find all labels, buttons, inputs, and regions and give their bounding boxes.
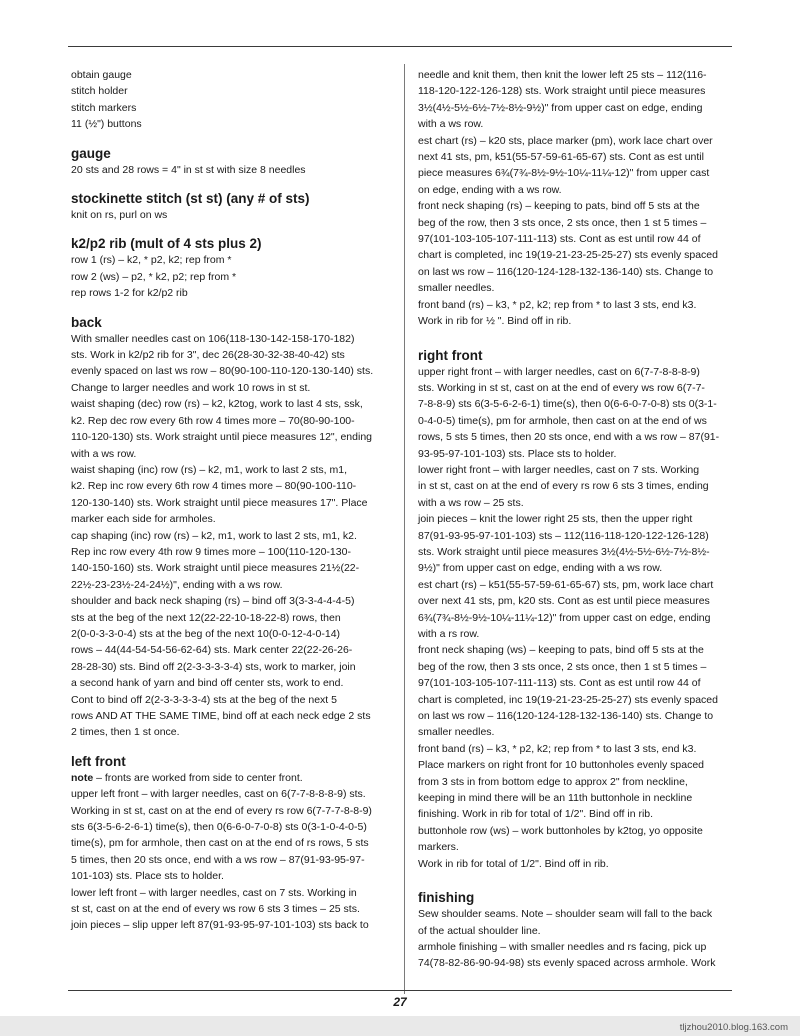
text-line: est chart (rs) – k51(55-57-59-61-65-67) sts, pm, work lace chart [418,578,714,591]
text-line: markers. [418,841,459,854]
text-line: with a ws row. [418,118,484,131]
column-divider [404,64,405,994]
text-line: a second hank of yarn and bind off center sts, work to end. [71,677,344,690]
text-line: 97(101-103-105-107-111-113) sts. Cont as est until row 44 of [418,233,701,246]
text-line: evenly spaced on last ws row – 80(90-100-110-120-130-140) sts. [71,365,374,378]
text-line: 110-120-130) sts. Work straight until piece measures 12", ending [71,431,372,444]
text-line: est chart (rs) – k20 sts, place marker (pm), work lace chart over [418,134,713,147]
text-line: Cont to bind off 2(2-3-3-3-3-4) sts at the beg of the next 5 [71,693,337,706]
text-line: sts. Work straight until piece measures 3½(4½-5½-6½-7½-8½- [418,545,710,558]
text-line: with a ws row. [71,447,137,460]
text-line: 2(0-0-3-3-0-4) sts at the beg of the next 10(0-0-12-4-0-14) [71,627,341,640]
text-line: of the actual shoulder line. [418,924,541,937]
watermark: tljzhou2010.blog.163.com [679,1022,788,1033]
text-line: 118-120-122-126-128) sts. Work straight until piece measures [418,85,706,98]
text-line: keeping in mind there will be an 11th buttonhole in neckline [418,792,693,805]
stockinette-text [71,207,391,223]
text-line: row 2 (ws) – p2, * k2, p2; rep from * [71,270,237,283]
text-line: shoulder and back neck shaping (rs) – bind off 3(3-3-4-4-4-5) [71,595,355,608]
section-heading-stockinette: stockinette stitch (st st) (any # of sts) [71,191,310,207]
text-line: armhole finishing – with smaller needles and rs facing, pick up [418,940,707,953]
text-line: front neck shaping (ws) – keeping to pats, bind off 5 sts at the [418,644,704,657]
text-line: Working in st st, cast on at the end of every rs row 6(7-7-7-8-8-9) [71,804,372,817]
right-front-text [418,364,740,873]
text-line: 97(101-103-105-107-111-113) sts. Cont as est until row 44 of [418,677,701,690]
text-line: upper left front – with larger needles, cast on 6(7-7-8-8-8-9) sts. [71,788,366,801]
text-line: stitch holder [71,85,128,98]
text-line: 22½-23-23½-24-24½)", ending with a ws row. [71,578,283,591]
text-line: lower right front – with larger needles, cast on 7 sts. Working [418,463,700,476]
text-line: on last ws row – 116(120-124-128-132-136-140) sts. Change to [418,265,714,278]
section-heading-finishing: finishing [418,890,475,906]
text-line: beg of the row, then 3 sts once, 2 sts once, then 1 st 5 times – [418,216,707,229]
text-line: front band (rs) – k3, * p2, k2; rep from * to last 3 sts, end k3. [418,742,697,755]
text-line: beg of the row, then 3 sts once, 2 sts once, then 1 st 5 times – [418,660,707,673]
text-line: sts 6(3-5-6-2-6-1) time(s), then 0(6-6-0-7-0-8) sts 0(3-1-0-4-0-5) [71,821,367,834]
text-line: k2. Rep dec row every 6th row 4 times more – 70(80-90-100- [71,414,355,427]
left-column [71,67,391,934]
text-line: in st st, cast on at the end of every rs row 6 sts 3 times, ending [418,480,709,493]
gauge-text [71,162,391,178]
text-line: k2. Rep inc row every 6th row 4 times more – 80(90-100-110- [71,480,357,493]
text-line: stitch markers [71,101,137,114]
text-line: With smaller needles cast on 106(118-130-142-158-170-182) [71,332,355,345]
text-line: needle and knit them, then knit the lower left 25 sts – 112(116- [418,69,707,81]
text-line: with a ws row – 25 sts. [418,496,524,509]
text-line: Work in rib for total of 1/2". Bind off in rib. [418,857,609,870]
text-line: 7-8-8-9) sts 6(3-5-6-2-6-1) time(s), then 0(6-6-0-7-0-8) sts 0(3-1- [418,398,717,411]
text-line: front band (rs) – k3, * p2, k2; rep from * to last 3 sts, end k3. [418,298,697,311]
text-line: 120-130-140) sts. Work straight until piece measures 17". Place [71,496,368,509]
text-line: 0-4-0-5) time(s), pm for armhole, then cast on at the end of ws [418,414,707,427]
right-column [418,67,740,972]
text-line: marker each side for armholes. [71,513,216,526]
text-line: rep rows 1-2 for k2/p2 rib [71,287,188,300]
section-heading-rib: k2/p2 rib (mult of 4 sts plus 2) [71,236,262,252]
text-line: 93-95-97-101-103) sts. Place sts to holder. [418,447,617,460]
materials-list [71,67,391,133]
text-line: with a rs row. [418,628,480,640]
text-line: 20 sts and 28 rows = 4" in st st with size 8 needles [71,163,306,176]
text-line: front neck shaping (rs) – keeping to pats, bind off 5 sts at the [418,200,700,213]
text-line: sts. Working in st st, cast on at the end of every ws row 6(7-7- [418,381,705,394]
text-line: cap shaping (inc) row (rs) – k2, m1, work to last 2 sts, m1, k2. [71,529,357,542]
section-heading-back: back [71,314,102,330]
left-front-note [71,770,391,786]
text-line: row 1 (rs) – k2, * p2, k2; rep from * [71,254,232,267]
text-line: Sew shoulder seams. Note – shoulder seam will fall to the back [418,908,713,921]
text-line: 5 times, then 20 sts once, end with a ws row – 87(91-93-95-97- [71,853,365,866]
text-line: obtain gauge [71,69,132,81]
text-line: Change to larger needles and work 10 rows in st st. [71,381,311,394]
bottom-rule [68,990,732,991]
finishing-text [418,906,740,972]
text-line: join pieces – slip upper left 87(91-93-95-97-101-103) sts back to [71,919,369,932]
text-line: finishing. Work in rib for total of 1/2". Bind off in rib. [418,808,654,821]
text-line: 2 times, then 1 st once. [71,726,180,739]
text-line: on edge, ending with a ws row. [418,183,562,196]
text-line: on last ws row – 116(120-124-128-132-136-140) sts. Change to [418,710,714,723]
text-line: waist shaping (inc) row (rs) – k2, m1, work to last 2 sts, m1, [71,463,347,476]
text-line: sts at the beg of the next 12(22-22-10-18-22-8) rows, then [71,611,341,624]
text-line: time(s), pm for armhole, then cast on at the end of rs rows, 5 sts [71,837,369,850]
rib-text [71,252,391,301]
text-line: 101-103) sts. Place sts to holder. [71,870,224,883]
text-line: over next 41 sts, pm, k20 sts. Cont as est until piece measures [418,595,710,608]
page-number: 27 [393,995,407,1009]
text-line: 6¾(7¾-8½-9½-10¼-11¼-12)" from upper cast on edge, ending [418,611,711,624]
text-line: st st, cast on at the end of every ws row 6 sts 3 times – 25 sts. [71,903,360,916]
top-rule [68,46,732,47]
text-line: Place markers on right front for 10 buttonholes evenly spaced [418,759,704,772]
text-line: piece measures 6¾(7¾-8½-9½-10¼-11¼-12)" from upper cast [418,167,710,180]
text-line: buttonhole row (ws) – work buttonholes by k2tog, yo opposite [418,824,703,837]
text-line: from 3 sts in from bottom edge to approx 2" from neckline, [418,775,688,788]
left-front-continued-text [418,67,740,330]
text-line: Work in rib for ½ ". Bind off in rib. [418,315,572,328]
text-line: smaller needles. [418,282,495,295]
section-heading-gauge: gauge [71,145,111,161]
text-line: 87(91-93-95-97-101-103) sts – 112(116-118-120-122-126-128) [418,529,709,542]
text-line: chart is completed, inc 19(19-21-23-25-25-27) sts evenly spaced [418,693,718,706]
text-line: upper right front – with larger needles, cast on 6(7-7-8-8-8-9) [418,365,700,378]
text-line: rows AND AT THE SAME TIME, bind off at each neck edge 2 sts [71,710,371,722]
note-label: note [71,771,94,784]
text-line: waist shaping (dec) row (rs) – k2, k2tog, work to last 4 sts, ssk, [71,398,363,411]
text-line: 9½)" from upper cast on edge, ending with a ws row. [418,562,663,575]
text-line: rows, 5 sts 5 times, then 20 sts once, end with a ws row – 87(91- [418,431,720,444]
text-line: rows – 44(44-54-54-56-62-64) sts. Mark center 22(22-26-26- [71,644,353,657]
watermark-bar [0,1016,800,1036]
text-line: lower left front – with larger needles, cast on 7 sts. Working in [71,886,357,899]
section-heading-left-front: left front [71,753,126,769]
text-line: join pieces – knit the lower right 25 sts, then the upper right [418,513,693,526]
text-line: knit on rs, purl on ws [71,209,168,222]
text-line: 28-28-30) sts. Bind off 2(2-3-3-3-3-4) sts, work to marker, join [71,660,356,673]
note-text: – fronts are worked from side to center front. [93,771,303,784]
text-line: 74(78-82-86-90-94-98) sts evenly spaced across armhole. Work [418,957,716,970]
text-line: 3½(4½-5½-6½-7½-8½-9½)" from upper cast on edge, ending [418,101,703,114]
left-front-text [71,786,391,934]
text-line: chart is completed, inc 19(19-21-23-25-25-27) sts evenly spaced [418,249,718,262]
text-line: sts. Work in k2/p2 rib for 3", dec 26(28-30-32-38-40-42) sts [71,349,345,362]
back-text [71,331,391,741]
text-line: 140-150-160) sts. Work straight until piece measures 21½(22- [71,562,360,575]
text-line: next 41 sts, pm, k51(55-57-59-61-65-67) sts. Cont as est until [418,151,704,164]
text-line: 11 (½") buttons [71,118,142,131]
text-line: Rep inc row every 4th row 9 times more – 100(110-120-130- [71,545,351,558]
text-line: smaller needles. [418,726,495,739]
section-heading-right-front: right front [418,347,483,363]
